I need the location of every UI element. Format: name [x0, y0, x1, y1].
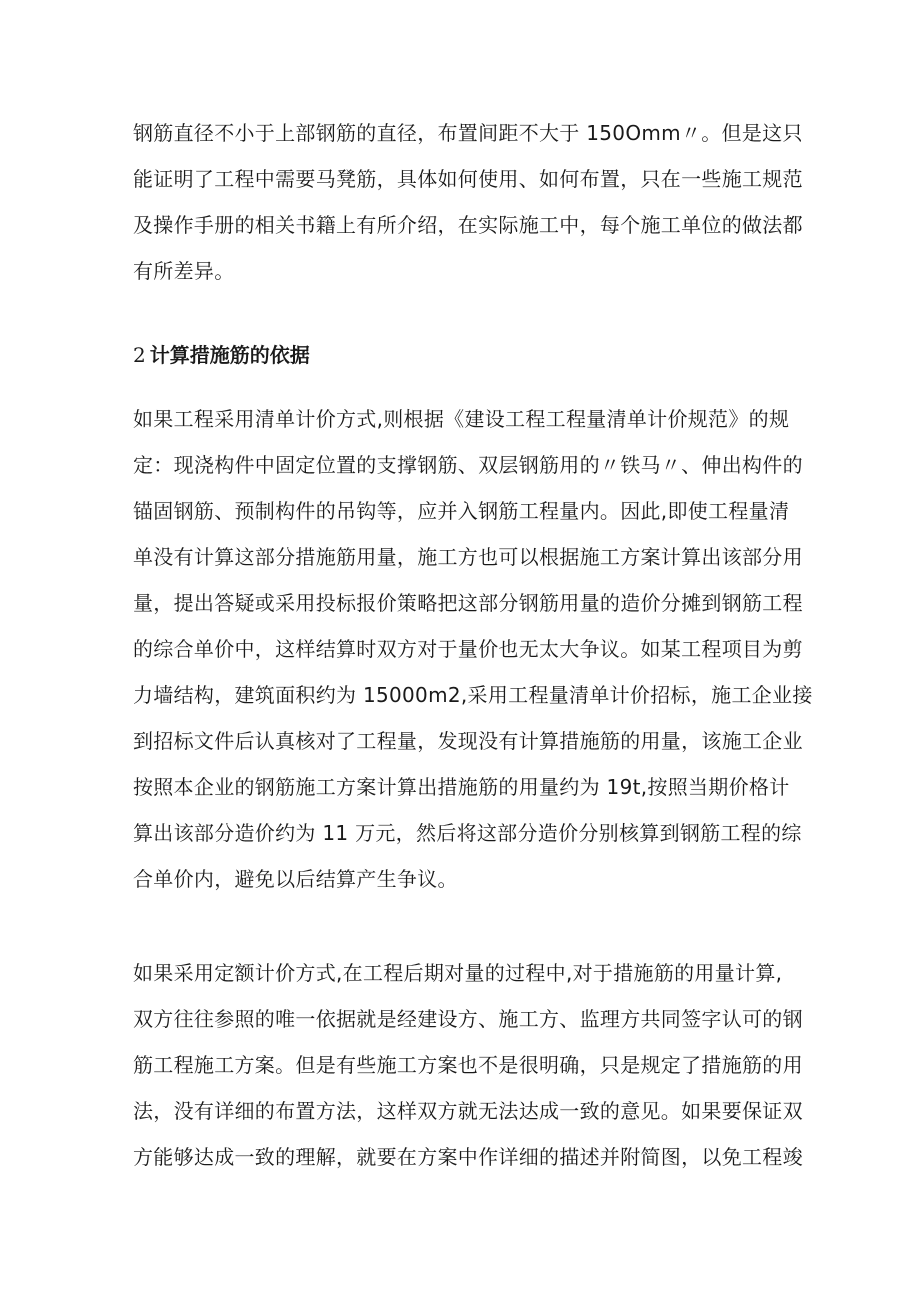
paragraph-2-line-4: 单没有计算这部分措施筋用量，施工方也可以根据施工方案计算出该部分用: [133, 545, 803, 569]
paragraph-1-line-4: 有所差异。: [133, 259, 235, 283]
paragraph-1-line-1: 钢筋直径不小于上部钢筋的直径，布置间距不大于 150Omm〃。但是这只: [133, 121, 803, 145]
paragraph-2-line-3: 锚固钢筋、预制构件的吊钩等，应并入钢筋工程量内。因此,即使工程量清: [133, 499, 790, 523]
paragraph-1-line-2: 能证明了工程中需要马凳筋，具体如何使用、如何布置，只在一些施工规范: [133, 167, 803, 191]
paragraph-3-line-3: 筋工程施工方案。但是有些施工方案也不是很明确，只是规定了措施筋的用: [133, 1053, 803, 1077]
section-number: 2: [133, 343, 146, 367]
paragraph-2-line-9: 按照本企业的钢筋施工方案计算出措施筋的用量约为 19t,按照当期价格计: [133, 775, 790, 799]
paragraph-2-line-5: 量，提出答疑或采用投标报价策略把这部分钢筋用量的造价分摊到钢筋工程: [133, 591, 803, 615]
paragraph-1-line-3: 及操作手册的相关书籍上有所介绍，在实际施工中，每个施工单位的做法都: [133, 213, 803, 237]
paragraph-2-line-11: 合单价内，避免以后结算产生争议。: [133, 867, 458, 891]
paragraph-2-line-6: 的综合单价中，这样结算时双方对于量价也无太大争议。如某工程项目为剪: [133, 637, 803, 661]
paragraph-3-line-4: 法，没有详细的布置方法，这样双方就无法达成一致的意见。如果要保证双: [133, 1099, 803, 1123]
paragraph-3-line-2: 双方往往参照的唯一依据就是经建设方、施工方、监理方共同签字认可的钢: [133, 1007, 803, 1031]
paragraph-2-line-10: 算出该部分造价约为 11 万元，然后将这部分造价分别核算到钢筋工程的综: [133, 821, 802, 845]
paragraph-2-line-2: 定：现浇构件中固定位置的支撑钢筋、双层钢筋用的〃铁马〃、伸出构件的: [133, 453, 803, 477]
paragraph-2-line-1: 如果工程采用清单计价方式,则根据《建设工程工程量清单计价规范》的规: [133, 407, 790, 431]
paragraph-2-line-8: 到招标文件后认真核对了工程量，发现没有计算措施筋的用量，该施工企业: [133, 729, 803, 753]
section-title: 计算措施筋的依据: [149, 343, 310, 367]
paragraph-3-line-1: 如果采用定额计价方式,在工程后期对量的过程中,对于措施筋的用量计算,: [133, 961, 783, 985]
paragraph-2-line-7: 力墙结构，建筑面积约为 15000m2,采用工程量清单计价招标，施工企业接: [133, 683, 813, 707]
section-heading: [133, 340, 310, 370]
paragraph-3-line-5: 方能够达成一致的理解，就要在方案中作详细的描述并附简图，以免工程竣: [133, 1145, 803, 1169]
